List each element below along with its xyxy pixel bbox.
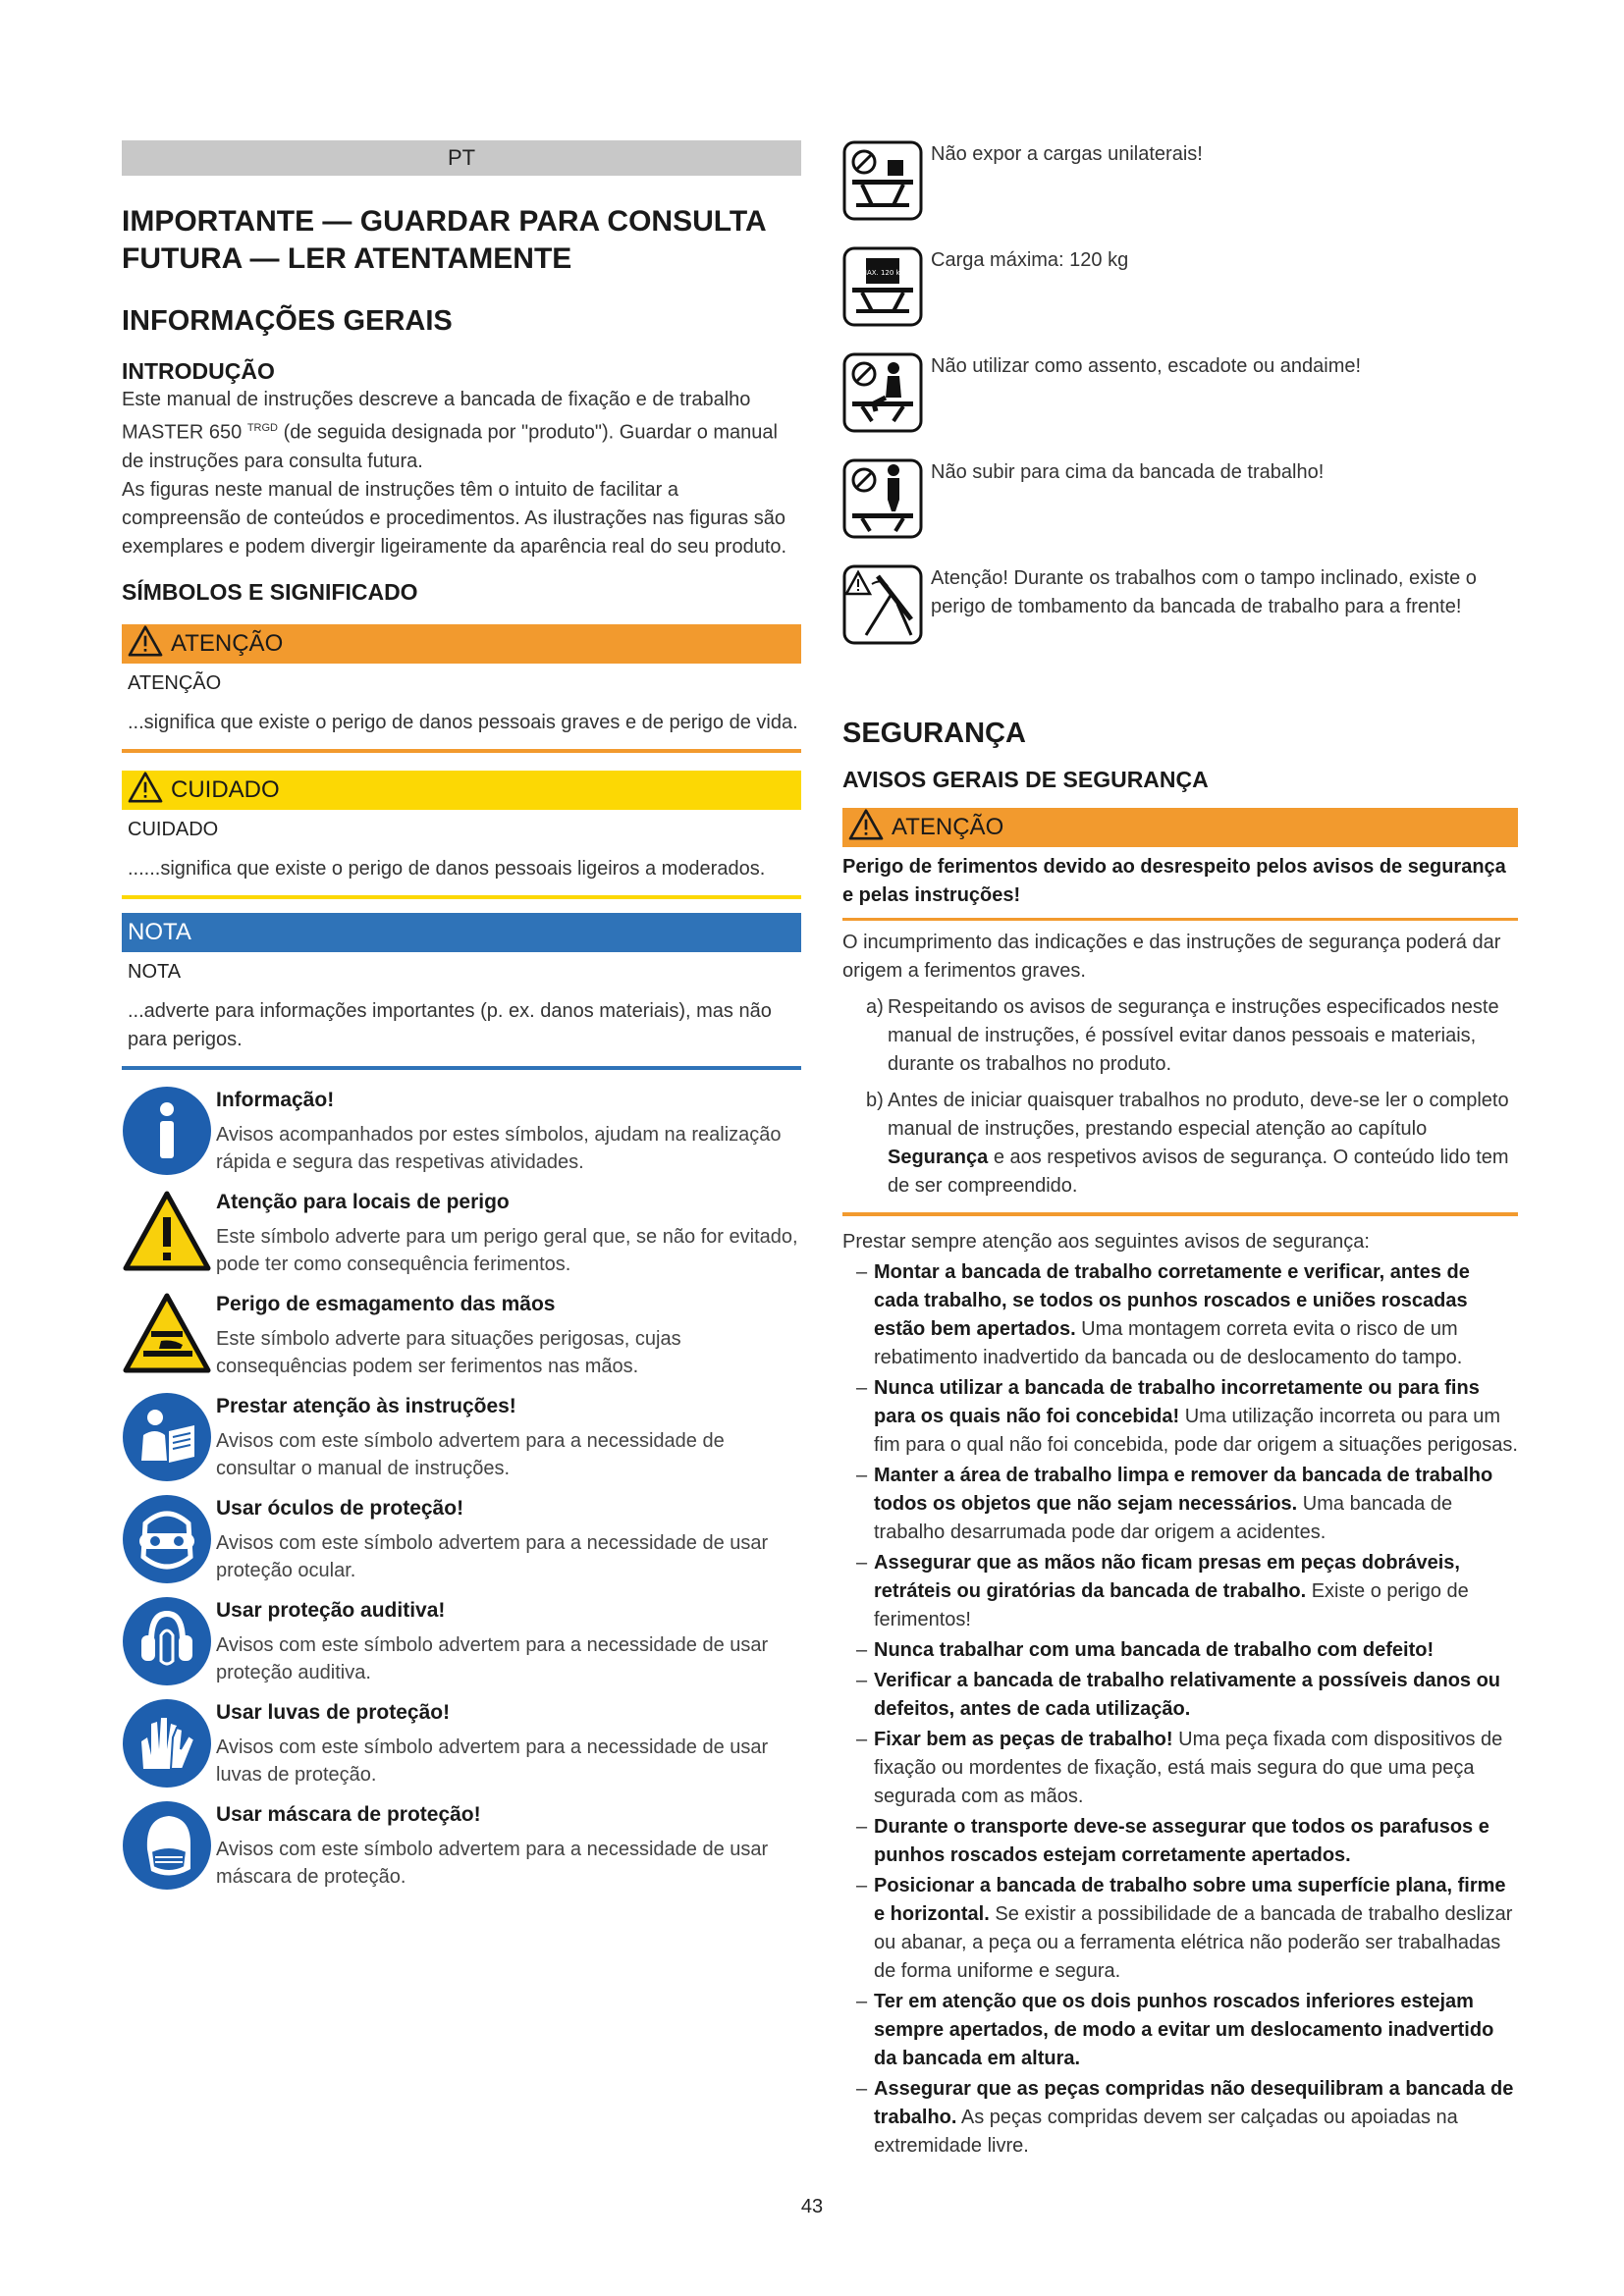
left-column — [122, 140, 801, 1891]
nota-label: NOTA — [128, 918, 191, 945]
caution-triangle-icon — [128, 772, 163, 803]
safety-atencao-label: ATENÇÃO — [892, 814, 1004, 840]
symbol-desc: Avisos acompanhados por estes símbolos, ajudam na realização rápida e segura das respetivas atividades. — [216, 1123, 782, 1173]
safety-box-inner-rule — [842, 918, 1518, 921]
safety-list-item — [842, 2075, 1518, 2161]
dash-bullet: – — [856, 2078, 868, 2100]
hand-crush-icon — [122, 1290, 212, 1380]
mask-icon — [122, 1800, 212, 1891]
safety-box-text: O incumprimento das indicações e das instruções de segurança poderá dar origem a ferimentos graves. — [842, 932, 1501, 982]
safety-intro: Prestar sempre atenção aos seguintes avisos de segurança: — [842, 1231, 1370, 1253]
dash-bullet: – — [856, 1377, 868, 1399]
safety-list-item — [842, 1374, 1518, 1460]
safety-item-bold: Durante o transporte deve-se assegurar que todos os parafusos e punhos roscados estejam corretamente apertados. — [874, 1816, 1489, 1866]
safety-item-text: Se existir a possibilidade de a bancada de trabalho deslizar ou abanar, a peça ou a ferramenta elétrica não poderão ser trabalhadas de forma uniforme e segura. — [874, 1903, 1513, 1982]
atencao-text: ...significa que existe o perigo de danos pessoais graves e de perigo de vida. — [128, 711, 798, 733]
safety-item-bold: Fixar bem as peças de trabalho! — [874, 1729, 1173, 1750]
symbol-desc: Este símbolo adverte para um perigo geral que, se não for evitado, pode ter como consequência ferimentos. — [216, 1225, 798, 1275]
symbol-title: Usar máscara de proteção! — [216, 1802, 481, 1826]
safety-item-bold: Ter em atenção que os dois punhos roscados inferiores estejam sempre apertados, de modo a evitar um deslocamento inadvertido da bancada em altura. — [874, 1991, 1494, 2069]
bench-icon-row — [842, 246, 1518, 352]
safety-subheading: AVISOS GERAIS DE SEGURANÇA — [842, 767, 1209, 792]
safety-list-item — [842, 1988, 1518, 2073]
safety-box-items — [842, 993, 1518, 1201]
safety-box-item — [866, 1087, 1518, 1201]
intro-text-b: (de seguida designada por "produto"). Guardar o manual de instruções para consulta futura. — [122, 421, 778, 472]
symbol-item — [122, 1086, 801, 1176]
intro-text-a: Este manual de instruções descreve a bancada de fixação e de trabalho MASTER 650 — [122, 389, 751, 444]
symbol-item — [122, 1494, 801, 1584]
symbol-item — [122, 1188, 801, 1278]
trgd-superscript: TRGD — [246, 422, 278, 434]
safety-box-rule — [842, 1212, 1518, 1216]
intro-paragraph-1 — [122, 386, 801, 476]
tipping-icon — [842, 564, 923, 645]
nota-rule — [122, 1066, 801, 1070]
symbol-item — [122, 1800, 801, 1891]
dash-bullet: – — [856, 1816, 868, 1838]
no-unilateral-load-icon — [842, 140, 923, 221]
warning-triangle-icon — [848, 809, 884, 840]
cuidado-text: ......significa que existe o perigo de danos pessoais ligeiros a moderados. — [128, 857, 766, 880]
safety-item-bold: Verificar a bancada de trabalho relativamente a possíveis danos ou defeitos, antes de cada utilização. — [874, 1670, 1501, 1720]
safety-item-bold: Posicionar a bancada de trabalho sobre uma superfície plana, firme e horizontal. — [874, 1875, 1506, 1925]
symbol-title: Perigo de esmagamento das mãos — [216, 1292, 556, 1315]
item-label: a) — [866, 996, 884, 1018]
gloves-icon — [122, 1698, 212, 1789]
intro-paragraph-2: As figuras neste manual de instruções têm o intuito de facilitar a compreensão de conteúdos e procedimentos. As ilustrações nas figuras são exemplares e podem divergir ligeiramente da aparência real do seu produto. — [122, 478, 787, 558]
symbol-title: Usar óculos de proteção! — [216, 1496, 464, 1520]
safety-list-item — [842, 1726, 1518, 1811]
safety-list-item — [842, 1667, 1518, 1724]
safety-list-item — [842, 1462, 1518, 1547]
symbol-desc: Avisos com este símbolo advertem para a necessidade de usar máscara de proteção. — [216, 1838, 769, 1888]
dash-bullet: – — [856, 1670, 868, 1691]
ear-protection-icon — [122, 1596, 212, 1686]
item-label: b) — [866, 1090, 884, 1111]
dash-bullet: – — [856, 1465, 868, 1486]
safety-item-text: Uma bancada de trabalho desarrumada pode dar origem a acidentes. — [874, 1493, 1453, 1543]
atencao-rule — [122, 749, 801, 753]
atencao-title: ATENÇÃO — [128, 671, 222, 694]
page-title: IMPORTANTE — GUARDAR PARA CONSULTA FUTURA — LER ATENTAMENTE — [122, 205, 766, 275]
symbol-item — [122, 1392, 801, 1482]
safety-item-text: Existe o perigo de ferimentos! — [874, 1580, 1469, 1630]
safety-list-item — [842, 1872, 1518, 1986]
safety-item-text: As peças compridas devem ser calçadas ou apoiadas na extremidade livre. — [874, 2107, 1458, 2157]
safety-list-item — [842, 1549, 1518, 1634]
cuidado-label: CUIDADO — [171, 775, 280, 803]
bench-icon-text: Não utilizar como assento, escadote ou andaime! — [931, 355, 1362, 377]
safety-item-bold: Assegurar que as peças compridas não desequilibram a bancada de trabalho. — [874, 2078, 1514, 2128]
safety-box-bold: Perigo de ferimentos devido ao desrespeito pelos avisos de segurança e pelas instruções! — [842, 856, 1506, 906]
symbol-title: Usar luvas de proteção! — [216, 1700, 451, 1724]
cuidado-bar — [122, 771, 801, 810]
safety-list — [842, 1258, 1518, 2161]
dash-bullet: – — [856, 1639, 868, 1661]
symbol-item — [122, 1596, 801, 1686]
dash-bullet: – — [856, 1729, 868, 1750]
symbol-item — [122, 1698, 801, 1789]
nota-text: ...adverte para informações importantes (p. ex. danos materiais), mas não para perigos. — [128, 999, 772, 1050]
symbol-title: Usar proteção auditiva! — [216, 1598, 446, 1622]
safety-item-text: Uma peça fixada com dispositivos de fixação ou mordentes de fixação, está mais segura do que uma peça segurada com as mãos. — [874, 1729, 1503, 1807]
safety-item-bold: Nunca trabalhar com uma bancada de trabalho com defeito! — [874, 1639, 1435, 1661]
symbol-title: Prestar atenção às instruções! — [216, 1394, 516, 1417]
safety-item-bold: Montar a bancada de trabalho corretamente e verificar, antes de cada trabalho, se todos os punhos roscados e uniões roscadas estão bem apertados. — [874, 1261, 1470, 1340]
safety-item-text: Uma utilização incorreta ou para um fim para o qual não foi concebida, pode dar origem a situações perigosas. — [874, 1406, 1518, 1456]
bench-icon-text: Não expor a cargas unilaterais! — [931, 143, 1203, 165]
cuidado-rule — [122, 895, 801, 899]
bench-icon-text: Não subir para cima da bancada de trabalho! — [931, 461, 1325, 483]
item-text: Antes de iniciar quaisquer trabalhos no produto, deve-se ler o completo manual de instruções, prestando especial atenção ao capítulo — [888, 1090, 1509, 1140]
symbols-heading: SÍMBOLOS E SIGNIFICADO — [122, 578, 418, 605]
bench-icon-text: Carga máxima: 120 kg — [931, 249, 1129, 271]
safety-item-bold: Assegurar que as mãos não ficam presas em peças dobráveis, retráteis ou giratórias da bancada de trabalho. — [874, 1552, 1460, 1602]
safety-list-item — [842, 1636, 1518, 1665]
page-number: 43 — [800, 2196, 824, 2217]
item-text: e aos respetivos avisos de segurança. O conteúdo lido tem de ser compreendido. — [888, 1147, 1509, 1197]
symbol-item — [122, 1290, 801, 1380]
item-bold: Segurança — [888, 1147, 989, 1168]
language-header: PT — [122, 140, 801, 176]
bench-icon-row — [842, 140, 1518, 246]
dash-bullet: – — [856, 1875, 868, 1896]
section-general-heading: INFORMAÇÕES GERAIS — [122, 305, 453, 337]
goggles-icon — [122, 1494, 212, 1584]
intro-heading: INTRODUÇÃO — [122, 358, 275, 384]
dash-bullet: – — [856, 1991, 868, 2012]
nota-bar — [122, 913, 801, 952]
safety-heading: SEGURANÇA — [842, 718, 1026, 749]
bench-icon-text: Atenção! Durante os trabalhos com o tampo inclinado, existe o perigo de tombamento da bancada de trabalho para a frente! — [931, 567, 1477, 617]
symbol-title: Atenção para locais de perigo — [216, 1190, 510, 1213]
no-standing-icon — [842, 458, 923, 539]
dash-bullet: – — [856, 1261, 868, 1283]
atencao-label: ATENÇÃO — [171, 629, 284, 657]
item-text: Respeitando os avisos de segurança e instruções especificados neste manual de instruções, é possível evitar danos pessoais e materiais, durante os trabalhos no produto. — [888, 996, 1499, 1075]
symbol-desc: Avisos com este símbolo advertem para a necessidade de consultar o manual de instruções. — [216, 1429, 725, 1479]
nota-title: NOTA — [128, 960, 182, 983]
safety-atencao-bar — [842, 808, 1518, 847]
symbol-desc: Avisos com este símbolo advertem para a necessidade de usar luvas de proteção. — [216, 1735, 769, 1786]
dash-bullet: – — [856, 1552, 868, 1574]
atencao-bar — [122, 624, 801, 664]
info-icon — [122, 1086, 212, 1176]
bench-icon-row — [842, 352, 1518, 458]
symbol-desc: Avisos com este símbolo advertem para a necessidade de usar proteção auditiva. — [216, 1633, 769, 1683]
cuidado-title: CUIDADO — [128, 818, 219, 840]
warning-icon — [122, 1188, 212, 1278]
safety-item-text: Uma montagem correta evita o risco de um rebatimento inadvertido da bancada ou de deslocamento do tampo. — [874, 1318, 1463, 1368]
safety-item-bold: Manter a área de trabalho limpa e remover da bancada de trabalho todos os objetos que não sejam necessários. — [874, 1465, 1493, 1515]
bench-icon-row — [842, 458, 1518, 564]
right-column — [842, 140, 1518, 2161]
safety-list-item — [842, 1813, 1518, 1870]
bench-icon-row — [842, 564, 1518, 682]
symbol-desc: Este símbolo adverte para situações perigosas, cujas consequências podem ser ferimentos nas mãos. — [216, 1327, 681, 1377]
no-sitting-icon — [842, 352, 923, 433]
safety-box-item — [866, 993, 1518, 1079]
symbol-desc: Avisos com este símbolo advertem para a necessidade de usar proteção ocular. — [216, 1531, 769, 1581]
max-load-icon — [842, 246, 923, 327]
max-load-badge: MAX. 120 kg — [860, 269, 905, 277]
symbol-title: Informação! — [216, 1088, 335, 1111]
read-manual-icon — [122, 1392, 212, 1482]
safety-item-bold: Nunca utilizar a bancada de trabalho incorretamente ou para fins para os quais não foi concebida! — [874, 1377, 1480, 1427]
safety-list-item — [842, 1258, 1518, 1372]
warning-triangle-icon — [128, 625, 163, 657]
